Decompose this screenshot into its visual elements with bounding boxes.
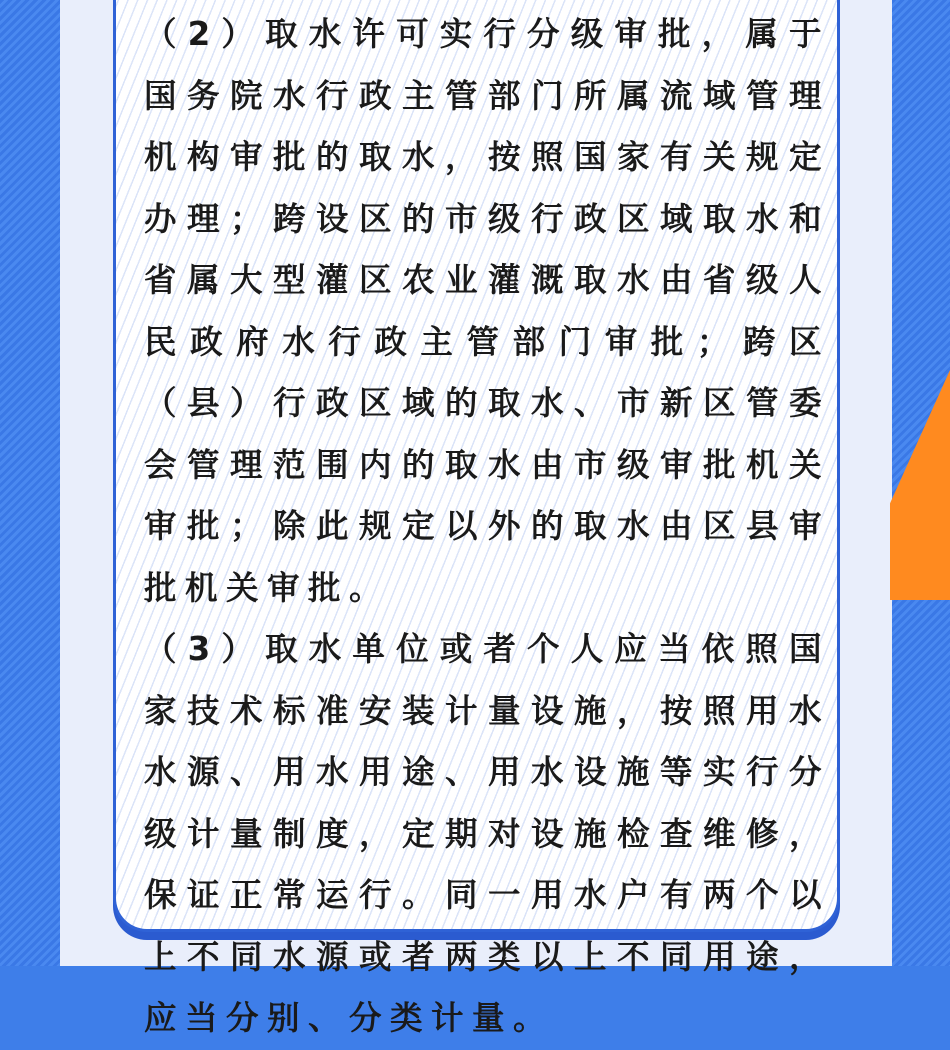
paragraph-3-text: 取水单位或者个人应当依照国家技术标准安装计量设施，按照用水水源、用水用途、用水设施等实行分级计量制度，定期对设施检查维修，保证正常运行。同一用水户有两个以上不同水源或者两类以上不同用途，应当分别、分类计量。 (144, 630, 830, 1037)
paragraph-2-number: （2） (144, 15, 266, 53)
paragraph-3-number: （3） (144, 630, 266, 668)
article-content (124, 4, 830, 1050)
left-decorative-stripe (0, 0, 60, 966)
paragraph-2-text: 取水许可实行分级审批，属于国务院水行政主管部门所属流域管理机构审批的取水，按照国家有关规定办理；跨设区的市级行政区域取水和省属大型灌区农业灌溉取水由省级人民政府水行政主管部门审批；跨区（县）行政区域的取水、市新区管委会管理范围内的取水由市级审批机关审批；除此规定以外的取水由区县审批机关审批。 (144, 15, 830, 607)
paragraph-3 (124, 619, 830, 1050)
paragraph-2 (124, 4, 830, 619)
